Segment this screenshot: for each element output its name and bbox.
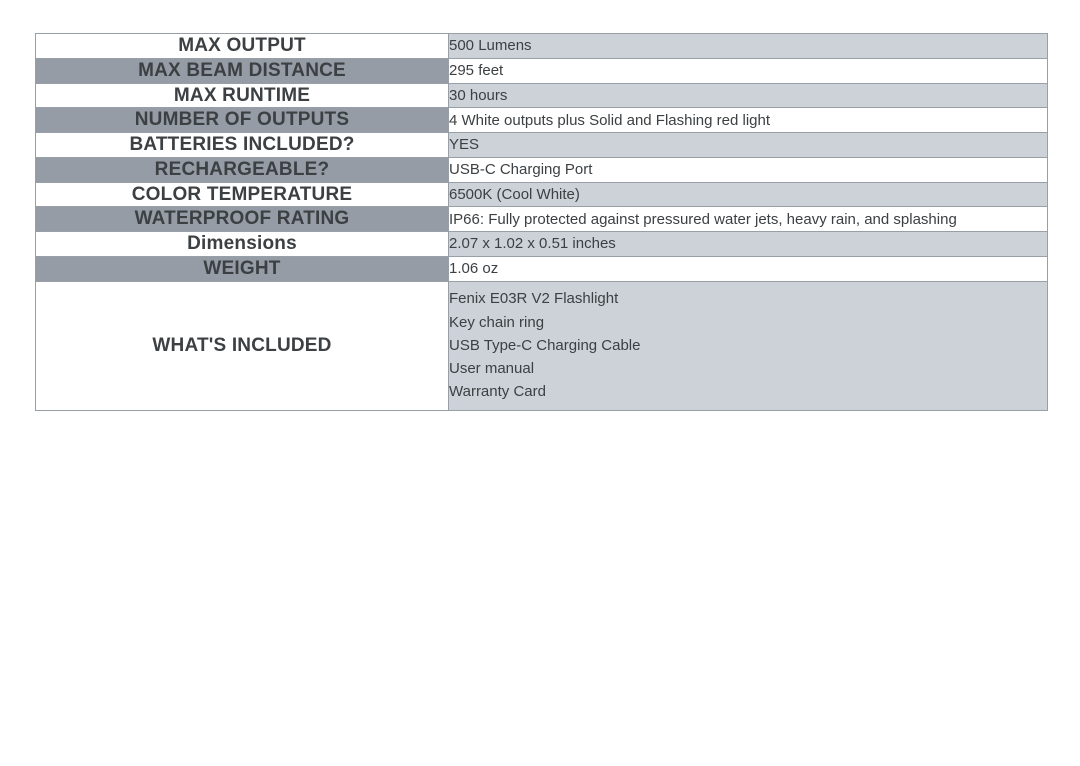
row-label: Dimensions	[36, 232, 449, 257]
table-body	[36, 34, 1048, 411]
row-value: IP66: Fully protected against pressured water jets, heavy rain, and splashing	[449, 207, 1048, 232]
table-row	[36, 232, 1048, 257]
table-row	[36, 34, 1048, 59]
row-value: USB-C Charging Port	[449, 157, 1048, 182]
row-label: MAX RUNTIME	[36, 83, 449, 108]
row-value: 295 feet	[449, 58, 1048, 83]
row-label: WATERPROOF RATING	[36, 207, 449, 232]
row-label: NUMBER OF OUTPUTS	[36, 108, 449, 133]
row-value: 30 hours	[449, 83, 1048, 108]
list-item: Key chain ring	[449, 313, 545, 331]
row-label: MAX BEAM DISTANCE	[36, 58, 449, 83]
included-items-list	[449, 287, 1047, 403]
table-row	[36, 157, 1048, 182]
row-label: COLOR TEMPERATURE	[36, 182, 449, 207]
row-label: BATTERIES INCLUDED?	[36, 133, 449, 158]
row-label: WEIGHT	[36, 256, 449, 281]
row-value: 1.06 oz	[449, 256, 1048, 281]
row-label: MAX OUTPUT	[36, 34, 449, 59]
row-label: WHAT'S INCLUDED	[36, 281, 449, 410]
row-value	[449, 281, 1048, 410]
table-row	[36, 108, 1048, 133]
table-row	[36, 133, 1048, 158]
row-label: RECHARGEABLE?	[36, 157, 449, 182]
row-value: 500 Lumens	[449, 34, 1048, 59]
table-row	[36, 83, 1048, 108]
list-item: User manual	[449, 360, 535, 378]
row-value: 4 White outputs plus Solid and Flashing red light	[449, 108, 1048, 133]
table-row	[36, 207, 1048, 232]
table-row-included	[36, 281, 1048, 410]
row-value: 6500K (Cool White)	[449, 182, 1048, 207]
table-row	[36, 182, 1048, 207]
row-value: 2.07 x 1.02 x 0.51 inches	[449, 232, 1048, 257]
list-item: Fenix E03R V2 Flashlight	[449, 290, 619, 308]
list-item: USB Type-C Charging Cable	[449, 336, 641, 354]
row-value: YES	[449, 133, 1048, 158]
specifications-table	[35, 33, 1048, 411]
table-row	[36, 58, 1048, 83]
list-item: Warranty Card	[449, 383, 546, 401]
table-row	[36, 256, 1048, 281]
